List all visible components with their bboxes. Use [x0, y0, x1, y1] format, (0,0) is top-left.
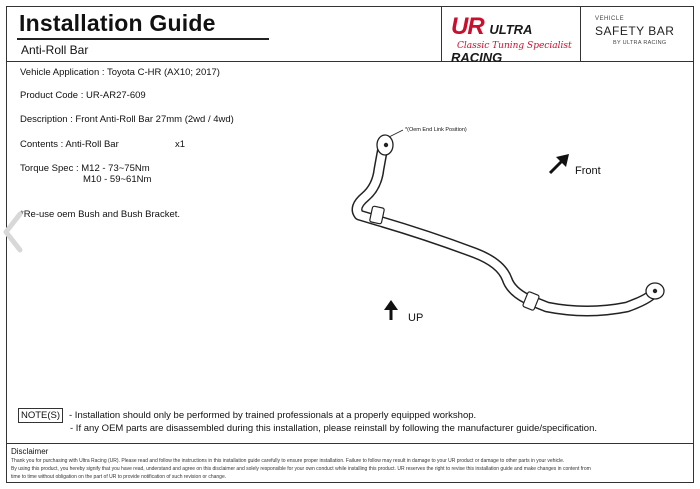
brand-mark-right: ULTRA RACING	[451, 22, 532, 65]
end-hole-left	[384, 143, 388, 147]
up-arrow-icon	[384, 300, 398, 320]
guide-frame	[6, 6, 694, 483]
safety-bar-vehicle: VEHICLE	[595, 16, 625, 22]
oem-end-link-label: *(Oem End Link Position)	[405, 127, 467, 133]
page-title: Installation Guide	[19, 10, 216, 36]
description: Description : Front Anti-Roll Bar 27mm (2wd / 4wd)	[20, 114, 234, 125]
brand-mark-left: UR	[451, 13, 484, 40]
brand-tagline: Classic Tuning Specialist	[457, 41, 572, 51]
front-label: Front	[575, 165, 601, 177]
product-code: Product Code : UR-AR27-609	[20, 90, 146, 101]
safety-bar-by: BY ULTRA RACING	[613, 40, 667, 46]
disclaimer-line-1: Thank you for purchasing with Ultra Racing (UR). Please read and follow the instructions in this installation guide carefully to ensure proper installation. Failure to follow may result in damage to your UR product or damage to other parts in your vehicle.	[11, 458, 565, 464]
torque-spec-m10: M10 - 59~61Nm	[83, 174, 152, 185]
disclaimer-title: Disclaimer	[11, 447, 49, 456]
bush-left	[369, 206, 384, 224]
end-hole-right	[653, 289, 657, 293]
torque-spec: Torque Spec : M12 - 73~75Nm	[20, 163, 150, 174]
front-arrow-icon	[550, 154, 569, 173]
disclaimer-line-2: By using this product, you hereby signify that you have read, understand and agree on this disclaimer and solely responsible for your own conduct while installing this product. UR reserves the right to revise this installation guide and make changes in content from	[11, 466, 591, 472]
contents-qty: x1	[175, 139, 186, 150]
vehicle-application: Vehicle Application : Toyota C-HR (AX10; 2017)	[20, 67, 220, 78]
notes-label: NOTE(S)	[18, 408, 63, 423]
previous-chevron-icon[interactable]	[2, 210, 26, 254]
disclaimer-line-3: time to time without obligation on the part of UR to provide notification of such revision or change.	[11, 474, 227, 480]
safety-bar-logo: SAFETY BAR	[595, 24, 675, 38]
up-label: UP	[408, 312, 424, 324]
note-line-2: - If any OEM parts are disassembled during this installation, please reinstall by following the manufacturer guide/specification.	[70, 423, 597, 434]
note-line-1: - Installation should only be performed by trained professionals at a properly equipped workshop.	[69, 410, 477, 421]
anti-roll-bar-diagram	[7, 7, 693, 407]
oem-leader-line	[389, 130, 403, 137]
contents: Contents : Anti-Roll Bar	[20, 139, 119, 150]
anti-roll-bar	[357, 147, 653, 311]
page-subtitle: Anti-Roll Bar	[21, 43, 89, 57]
disclaimer-divider	[7, 443, 693, 444]
reuse-note: *Re-use oem Bush and Bush Bracket.	[20, 209, 181, 220]
